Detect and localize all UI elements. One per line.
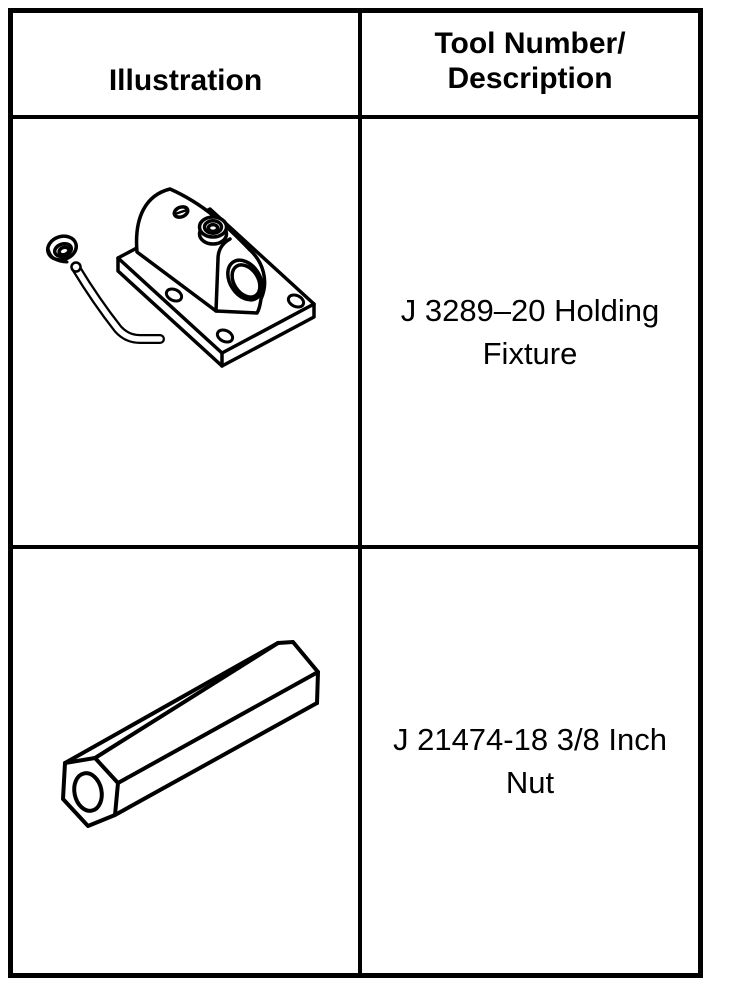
rod-tip [72,263,81,272]
tool-number-text: Nut [505,765,555,800]
holding-fixture-illustration [13,119,358,545]
tool-number-text: Fixture [482,336,578,371]
header-tool-number-label: Tool Number/ [434,26,626,60]
header-description-label: Description [447,61,613,95]
illustration-cell-hex-nut [13,545,358,973]
header-cell-illustration [13,13,358,115]
header-illustration-label: Illustration [108,64,263,97]
illustration-cell-holding-fixture [13,115,358,545]
header-cell-tool-number-description [358,13,698,115]
hex-bar [63,642,318,826]
description-cell-holding-fixture [358,115,698,545]
special-tools-table [8,8,703,978]
hex-nut-illustration [13,549,358,973]
description-cell-hex-nut [358,545,698,973]
tool-number-text: J 3289–20 Holding [400,293,660,328]
tool-number-text: J 21474-18 3/8 Inch [392,722,668,757]
small-nut [45,233,80,264]
